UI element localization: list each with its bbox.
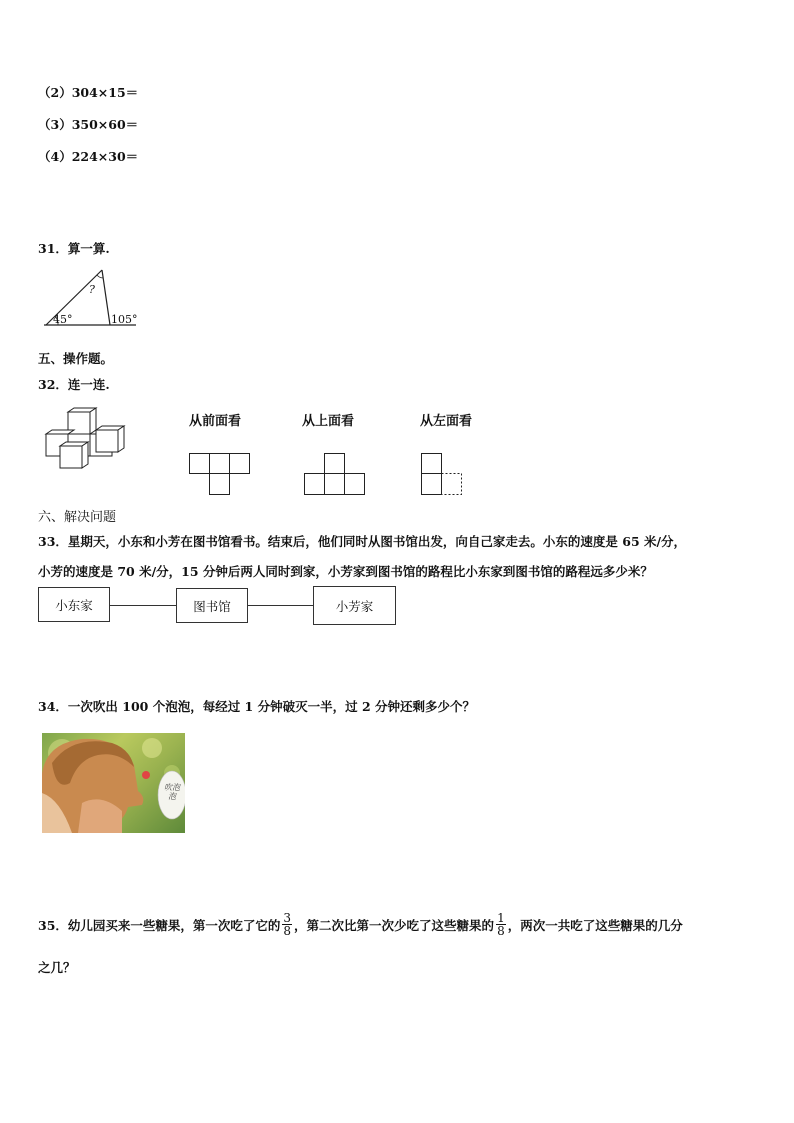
box-library: 图书馆 <box>176 588 248 623</box>
box-xiaodong-home: 小东家 <box>38 587 110 622</box>
question-31: 31．算一算. <box>38 241 110 256</box>
fraction-three-eighths: $\frac{3}{8}$ <box>283 911 292 938</box>
front-view-shape <box>189 453 251 496</box>
question-35-part-3: ，两次一共吃了这些糖果的几分 <box>507 917 683 933</box>
left-view-shape <box>421 453 465 496</box>
question-35-part-2: ，第二次比第一次少吃了这些糖果的 <box>294 917 495 933</box>
fraction-one-eighth: $\frac{1}{8}$ <box>497 911 505 938</box>
section-5-heading: 五、操作题。 <box>38 351 114 366</box>
question-33-line-2: 小芳的速度是 70 米/分，15 分钟后两人同时到家，小芳家到图书馆的路程比小东家到图书馆的路程远多少米？ <box>38 564 653 579</box>
angle-105-label: 105° <box>111 313 138 326</box>
view-top-label: 从上面看 <box>302 414 355 429</box>
calc-item-2: （2）304×15＝ <box>38 85 139 100</box>
view-left-label: 从左面看 <box>420 414 473 429</box>
top-view-shape <box>304 453 366 496</box>
path-line-right <box>247 605 313 606</box>
question-35-part-1: 35．幼儿园买来一些糖果，第一次吃了它的 <box>38 917 281 933</box>
calc-item-3: （3）350×60＝ <box>38 117 139 132</box>
question-32: 32．连一连. <box>38 377 110 392</box>
path-line-left <box>109 605 176 606</box>
angle-45-label: 45° <box>53 313 73 326</box>
question-33-line-1: 33．星期天，小东和小芳在图书馆看书。结束后，他们同时从图书馆出发，向自己家走去。小东的速度是 65 米/分， <box>38 534 687 549</box>
box-xiaofang-home: 小芳家 <box>313 586 396 625</box>
view-front-label: 从前面看 <box>189 414 242 429</box>
girl-blowing-bubbles-photo <box>42 733 185 833</box>
angle-unknown-label: ? <box>89 283 95 296</box>
section-6-heading: 六、解决问题 <box>38 510 117 525</box>
cube-stack-figure <box>44 408 134 474</box>
question-35-line-1 <box>38 912 683 937</box>
question-35-line-2: 之几？ <box>38 960 76 975</box>
calc-item-4: （4）224×30＝ <box>38 149 139 164</box>
bubble-caption: 吹泡泡 <box>164 783 180 801</box>
question-34: 34．一次吹出 100 个泡泡，每经过 1 分钟破灭一半，过 2 分钟还剩多少个？ <box>38 699 475 714</box>
